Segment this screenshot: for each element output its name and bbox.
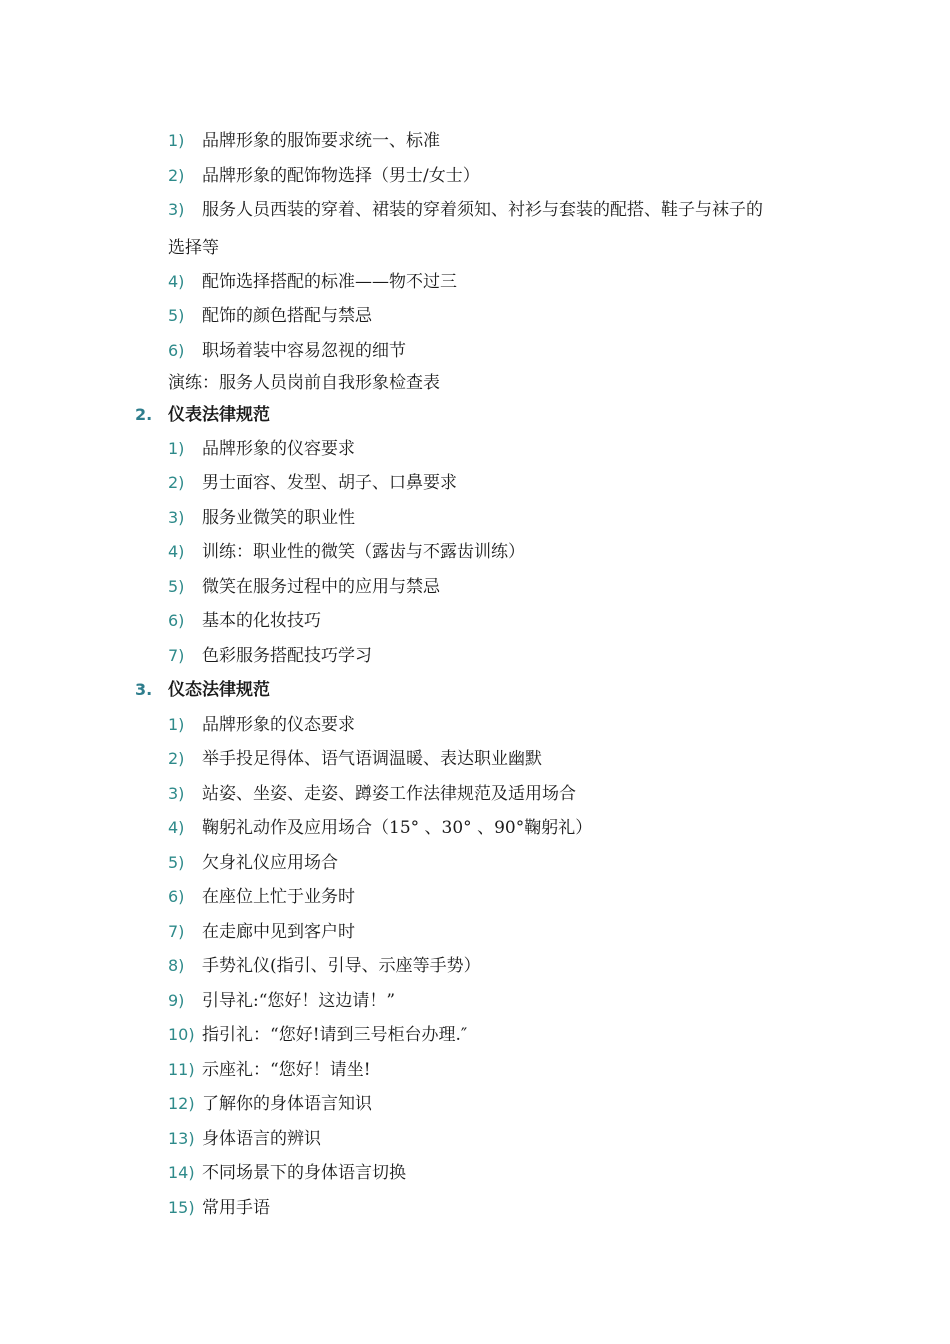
list-item-number: 1) <box>168 439 185 458</box>
list-item-text: 配饰的颜色搭配与禁忌 <box>202 306 372 326</box>
list-item-number: 1) <box>168 715 185 734</box>
section-title: 仪表法律规范 <box>168 405 270 425</box>
list-item-text: 色彩服务搭配技巧学习 <box>202 646 372 666</box>
list-item-text: 手势礼仪(指引、引导、示座等手势） <box>202 956 481 976</box>
list-item-text: 训练：职业性的微笑（露齿与不露齿训练） <box>202 542 525 562</box>
list-item-number: 4) <box>168 818 185 837</box>
list-item-number: 7) <box>168 922 185 941</box>
list-item-text: 站姿、坐姿、走姿、蹲姿工作法律规范及适用场合 <box>202 784 576 804</box>
list-item-number: 6) <box>168 887 185 906</box>
list-item-number: 2) <box>168 473 185 492</box>
list-item-number: 8) <box>168 956 185 975</box>
list-item-number: 3) <box>168 784 185 803</box>
list-item-text: 不同场景下的身体语言切换 <box>202 1163 406 1183</box>
list-item-number: 7) <box>168 646 185 665</box>
list-item-text: 微笑在服务过程中的应用与禁忌 <box>202 577 440 597</box>
section-number: 3. <box>135 680 153 699</box>
list-item-text: 品牌形象的仪容要求 <box>202 439 355 459</box>
list-item-number: 2) <box>168 166 185 185</box>
list-item-number: 15) <box>168 1198 195 1217</box>
section-title: 仪态法律规范 <box>168 680 270 700</box>
list-item-text: 选择等 <box>168 238 219 258</box>
list-item-text: 在走廊中见到客户时 <box>202 922 355 942</box>
exercise-text: 演练：服务人员岗前自我形象检查表 <box>168 373 440 393</box>
list-item-number: 5) <box>168 853 185 872</box>
list-item-text: 职场着装中容易忽视的细节 <box>202 341 406 361</box>
list-item-text: 男士面容、发型、胡子、口鼻要求 <box>202 473 457 493</box>
list-item-text: 示座礼：“您好！请坐! <box>202 1060 371 1080</box>
list-item-number: 5) <box>168 577 185 596</box>
section-number: 2. <box>135 405 153 424</box>
list-item-text: 身体语言的辨识 <box>202 1129 321 1149</box>
list-item-text: 配饰选择搭配的标准——物不过三 <box>202 272 457 292</box>
list-item-text: 鞠躬礼动作及应用场合（15° 、30° 、90°鞠躬礼） <box>202 818 593 838</box>
list-item-number: 6) <box>168 341 185 360</box>
list-item-text: 在座位上忙于业务时 <box>202 887 355 907</box>
list-item-number: 3) <box>168 200 185 219</box>
list-item-text: 指引礼：“您好!请到三号柜台办理.″ <box>202 1025 468 1045</box>
list-item-text: 服务人员西装的穿着、裙装的穿着须知、衬衫与套装的配搭、鞋子与袜子的 <box>202 200 763 220</box>
list-item-number: 14) <box>168 1163 195 1182</box>
list-item-text: 欠身礼仪应用场合 <box>202 853 338 873</box>
list-item-number: 10) <box>168 1025 195 1044</box>
list-item-number: 11) <box>168 1060 195 1079</box>
list-item-number: 4) <box>168 272 185 291</box>
list-item-text: 基本的化妆技巧 <box>202 611 321 631</box>
list-item-number: 13) <box>168 1129 195 1148</box>
list-item-number: 6) <box>168 611 185 630</box>
list-item-text: 常用手语 <box>202 1198 270 1218</box>
list-item-number: 12) <box>168 1094 195 1113</box>
list-item-number: 3) <box>168 508 185 527</box>
list-item-number: 4) <box>168 542 185 561</box>
list-item-text: 品牌形象的仪态要求 <box>202 715 355 735</box>
list-item-text: 举手投足得体、语气语调温暖、表达职业幽默 <box>202 749 542 769</box>
list-item-text: 服务业微笑的职业性 <box>202 508 355 528</box>
list-item-text: 品牌形象的服饰要求统一、标准 <box>202 131 440 151</box>
list-item-number: 2) <box>168 749 185 768</box>
list-item-text: 品牌形象的配饰物选择（男士/女士） <box>202 166 480 186</box>
list-item-number: 9) <box>168 991 185 1010</box>
list-item-text: 了解你的身体语言知识 <box>202 1094 372 1114</box>
list-item-number: 5) <box>168 306 185 325</box>
list-item-number: 1) <box>168 131 185 150</box>
list-item-text: 引导礼:“您好！这边请！” <box>202 991 396 1011</box>
